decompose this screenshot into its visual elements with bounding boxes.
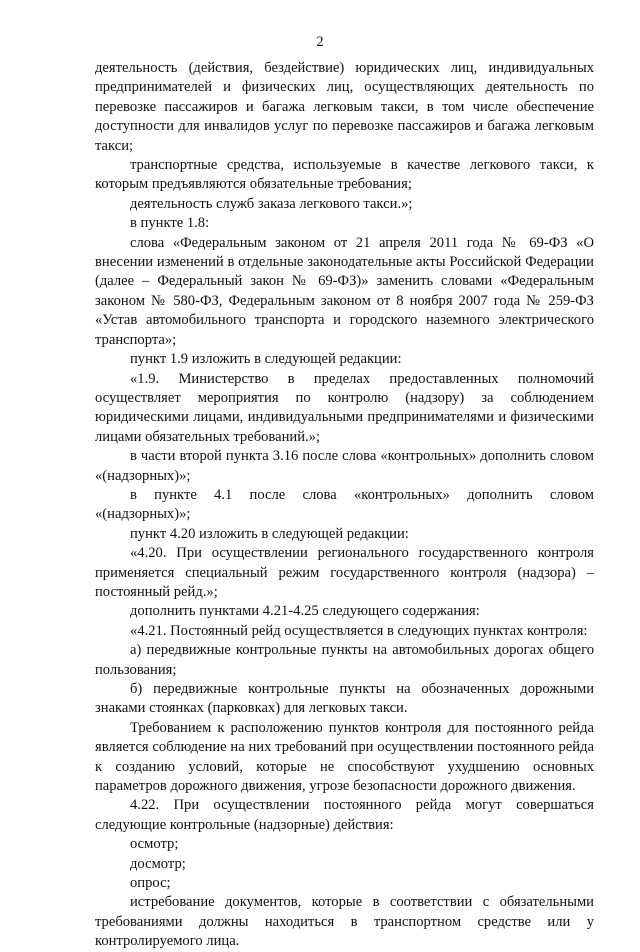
paragraph: «4.20. При осуществлении регионального государственного контроля применяется специальный режим государственного контроля (надзора) – постоянный рейд.»;	[95, 545, 594, 600]
paragraph: транспортные средства, используемые в качестве легкового такси, к которым предъявляются обязательные требования;	[95, 157, 594, 193]
paragraph: в пункте 4.1 после слова «контрольных» дополнить словом «(надзорных)»;	[95, 486, 594, 523]
paragraph: пункт 1.9 изложить в следующей редакции:	[130, 351, 402, 368]
paragraph: в пункте 1.8:	[130, 215, 210, 232]
paragraph: б) передвижные контрольные пункты на обозначенных дорожными знаками стоянках (парковках) для легковых такси.	[95, 681, 594, 717]
paragraph: пункт 4.20 изложить в следующей редакции:	[130, 525, 409, 542]
paragraph: «4.21. Постоянный рейд осуществляется в следующих пунктах контроля:	[130, 622, 588, 639]
paragraph: досмотр;	[130, 855, 186, 872]
paragraph: деятельность служб заказа легкового такси.»;	[130, 195, 413, 212]
paragraph: «1.9. Министерство в пределах предоставленных полномочий осуществляет мероприятия по контролю (надзору) за соблюдением юридическими лицами, индивидуальными предпринимателями и физическими лицами обязательных требований.»;	[95, 370, 594, 445]
paragraph: а) передвижные контрольные пункты на автомобильных дорогах общего пользования;	[95, 642, 594, 678]
paragraph: истребование документов, которые в соответствии с обязательными требованиями должны находиться в транспортном средстве или у контролируемого лица.	[95, 894, 594, 950]
paragraph: 4.22. При осуществлении постоянного рейда могут совершаться следующие контрольные (надзорные) действия:	[95, 797, 594, 833]
paragraph: деятельность (действия, бездействие) юридических лиц, индивидуальных предпринимателей и физических лиц, осуществляющих деятельность по перевозке пассажиров и багажа легковым такси, в том числе обеспечение доступности для инвалидов услуг по перевозке пассажиров и багажа легковым такси;	[95, 60, 594, 154]
document-body	[95, 59, 594, 952]
page-number: 2	[316, 34, 324, 50]
paragraph: опрос;	[130, 875, 171, 892]
paragraph: дополнить пунктами 4.21-4.25 следующего содержания:	[130, 603, 480, 620]
paragraph: в части второй пункта 3.16 после слова «контрольных» дополнить словом «(надзорных)»;	[95, 448, 594, 484]
paragraph: слова «Федеральным законом от 21 апреля 2011 года № 69-ФЗ «О внесении изменений в отдельные законодательные акты Российской Федерации (далее – Федеральный закон № 69-ФЗ)» заменить словами «Федеральным законом № 580-ФЗ, Федеральным законом от 8 ноября 2007 года № 259-ФЗ «Устав автомобильного транспорта и городского наземного электрического транспорта»;	[95, 234, 594, 348]
paragraph: Требованием к расположению пунктов контроля для постоянного рейда является соблюдение на них требований при осуществлении постоянного рейда к созданию условий, которые не способствуют ухудшению основных параметров дорожного движения, угрозе безопасности дорожного движения.	[95, 719, 594, 795]
paragraph: осмотр;	[130, 836, 179, 853]
